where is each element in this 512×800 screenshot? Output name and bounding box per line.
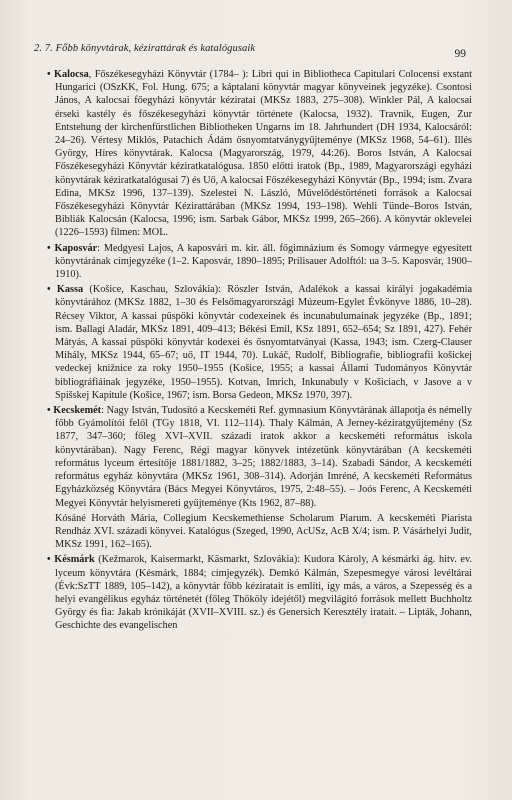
entry-kecskemet-piarist [47,512,472,552]
entry-kecskemet [47,404,472,510]
entry-heading: Kecskemét [53,405,102,417]
page-number: 99 [454,48,466,60]
entry-kassa [47,283,472,402]
entry-heading: Késmárk [54,554,95,566]
running-head: 2. 7. Főbb könyvtárak, kézirattárak és katalógusaik [34,43,256,54]
bullet-marker: • [47,554,51,566]
entry-heading: Kaposvár [54,242,98,254]
entry-heading: Kassa [56,284,84,296]
bullet-marker: • [47,242,51,254]
entry-text: , Főszékesegyházi Könyvtár (1784– ): Libri qui in Bibliotheca Capitulari Colocensi exstant Hungarici (OSzKK, Fol. Hung. 675; a káptalani könyvtár magyar könyveinek jegyzéke). Csontosi János, A kalocsai főegyházi könyvtár kéziratai (MKSz 1883, 275–308). Winkler Pál, A kalocsai érseki kastély és főszékesegyházi könyvtár története (Kalocsa, 1932). Travnik, Eugen, Zur Entstehung der kirchenfürstlichen Bibliotheken Ungarns im 18. Jahrhundert (DH 1934, Kalocsáról: 24–26). Vértesy Miklós, Patachich Ádám ősnyomtatványgyűjteménye (MKSz 1968, 54–61). Illés György, Híres könyvtárak. Kalocsa (Magyarország, 1979, 44:26). Boros István, A Kalocsai Főszékesegyházi Könyvtár kéziratkatalógusa. 1850 előtti iratok (Bp., 1989, Magyarországi egyházi könyvtárak kéziratkatalógusai 7) és Uő, A kalocsai Főszékesegyházi Könyvtár (Bp., 1994; ism. Zvara Edina, MKSz 1996, 137–139). Szelestei N. László, Művelődéstörténeti források a Kalocsai Főszékesegyházi Könyvtár Kézirattárában (MKSz 1994, 193–198). Wehli Tünde–Boros István, Bibliák Kalocsán (Kalocsa, 1996; ism. Sarbak Gábor, MKSz 1999, 265–266). A könyvtár oklevelei (1226–1593) filmen: MOL. [55,69,473,239]
entry-text: Kósáné Horváth Mária, Collegium Kecskemethiense Scholarum Piarum. A kecskeméti Piarista Rendház XVI. századi könyvei. Katalógus (Szeged, 1990, AcUSz, AcB X/4; ism. P. Vásárhelyi Judit, MKSz 1991, 162–165). [55,512,472,551]
entry-text: : Nagy István, Tudosító a Kecskeméti Ref. gymnasium Könyvtárának állapotja és némelly főbb Gyámolítói felől (TGy 1818, VI. 112–114). Thaly Kálmán, A Jerney-kéziratgyűjtemény (Sz 1877, 347–360; főleg XVI–XVII. századi iratok akkor a kecskeméti református iskola könyvtárában). Nagy Ferenc, Régi magyar könyvek intézetünk könyvtárában (A kecskeméti református lyceum értesítője 1881/1882, 3–25; 1882/1883, 3–14). Szabadi Sándor, A kecskeméti református egyház könyvtára (MKSz 1961, 308–314). Adorján Imréné, A kecskeméti Református Egyházközség Könyvtára (Bács Megyei Könyvtáros, 1975, 2:48–55). – Joós Ferenc, A Kecskeméti Megyei Könyvtár helyismereti gyűjteménye (Kts 1962, 87–88). [55,405,473,509]
page-body [47,68,472,635]
bullet-marker: • [47,284,51,296]
entry-text: (Košice, Kaschau, Szlovákia): Röszler István, Adalékok a kassai királyi jogakadémia könyvtárához (MKSz 1882, 1–30 és Felsőmagyarországi Múzeum-Egylet Évkönyve 1886, 10–28). Récsey Viktor, A kassai püspöki könyvtár codexeinek és incunabulumainak jegyzéke (Bp., 1891; ism. Ballagi Aladár, MKSz 1891, 409–413; Békési Emil, KSz 1891, 652–654; Sz 1891, 427). Fehér Mátyás, A kassai püspöki könyvtár kodexei és ősnyomtatványai (Kassa, 1943; ism. Czerg-Clauser Mihály, MKSz 1944, 65–67; uő, IT 1944, 70). Lukáč, Rudolf, Bibliografie, bibliografii košickej vedeckej knižnice za roky 1950–1955 (Košice, 1955; a kassai Állami Tudományos Könyvtár bibliográfiáinak jegyzéke, 1950–1955). Kotvan, Imrich, Inkunabuly v Košiciach, v Jasove a v Spišskej Kapitule (Košice, 1967; ism. Borsa Gedeon, MKSz 1970, 397). [55,284,473,401]
entry-text: (Kežmarok, Kaisermarkt, Käsmarkt, Szlovákia): Kudora Károly, A késmárki ág. hitv. ev. lyceum könyvtára (Késmárk, 1884; címjegyzék). Demkó Kálmán, Szepesmegye városi levéltárai (Évk:SzTT 1889, 105–142), a könyvtár főbb kéziratait is említi, így más, a város, a Szepesség és a helyi evangélikus egyház történetét (főleg Thököly idejétől) megvilágító források mellett Buchholtz György és fia: Jakab krónikáját (XVII–XVIII. sz.) és Genersich Keresztély iratait. – Lipták, Johann, Geschichte des evangelischen [55,554,473,632]
entry-heading: Kalocsa [54,69,89,80]
entry-kalocsa [47,68,472,240]
entry-text: : Medgyesi Lajos, A kaposvári m. kir. áll. főgimnázium és Somogy vármegye egyesített könyvtárának címjegyzéke (1–2. Kaposvár, 1890–1895; Prilisauer Adolftól: ua 3–5. Kaposvár, 1900–1910). [55,242,472,281]
bullet-marker: • [47,69,51,80]
bullet-marker: • [47,405,51,417]
entry-kaposvar [47,242,472,282]
entry-kesmark [47,553,472,632]
